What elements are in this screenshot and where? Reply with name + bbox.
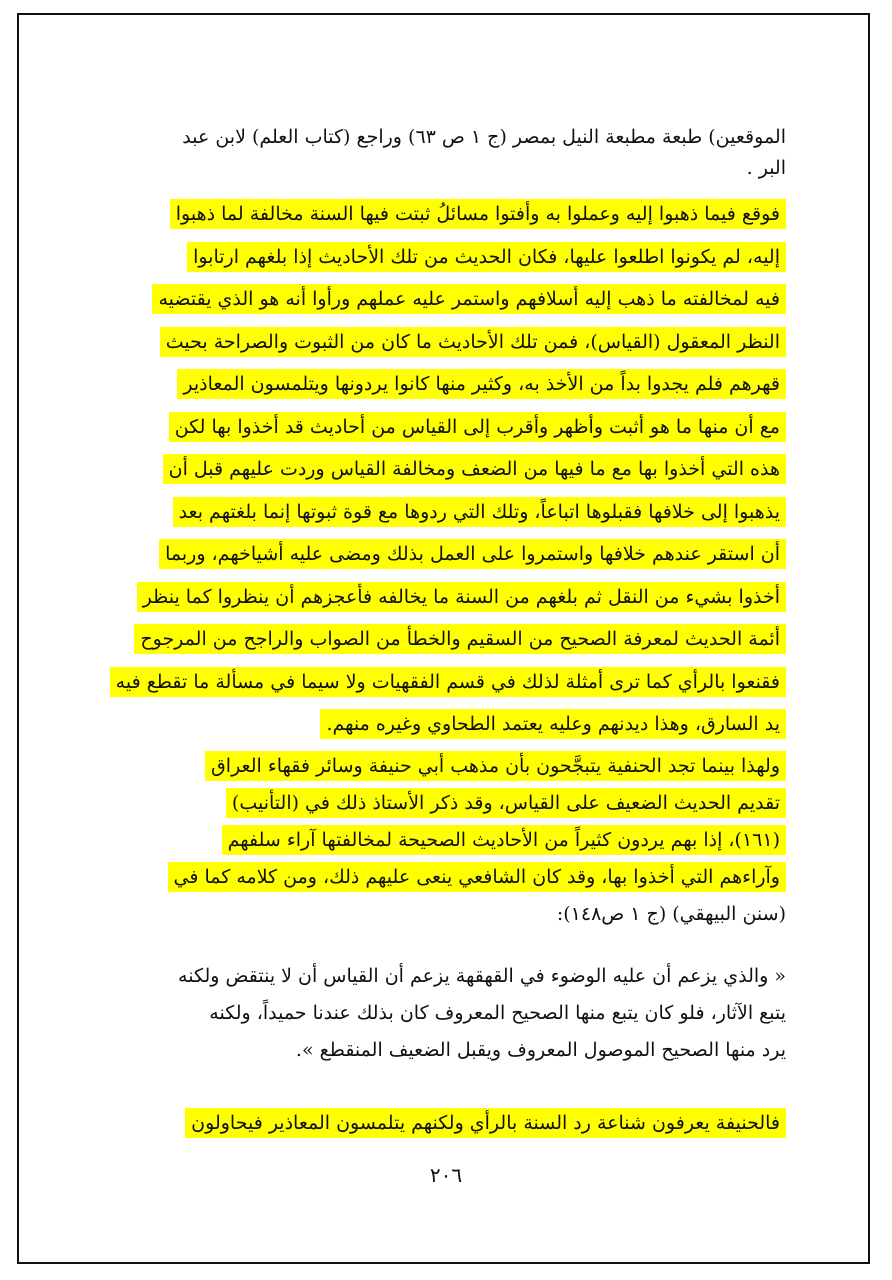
text-line — [106, 278, 786, 321]
highlighted-text: (١٦١)، إذا بهم يردون كثيراً من الأحاديث الصحيحة لمخالفتها آراء سلفهم — [222, 825, 786, 855]
closing-paragraph — [106, 1108, 786, 1138]
text-line — [106, 491, 786, 534]
text-line — [106, 448, 786, 491]
highlighted-text: مع أن منها ما هو أثبت وأظهر وأقرب إلى القياس من أحاديث قد أخذوا بها لكن — [169, 412, 786, 442]
text-line: « والذي يزعم أن عليه الوضوء في القهقهة يزعم أن القياس أن لا ينتقض ولكنه — [178, 965, 786, 987]
text-line — [106, 822, 786, 859]
highlighted-text: فوقع فيما ذهبوا إليه وعملوا به وأفتوا مسائلُ ثبتت فيها السنة مخالفة لما ذهبوا — [170, 199, 786, 229]
text-line — [106, 618, 786, 661]
text-line: يرد منها الصحيح الموصول المعروف ويقبل الضعيف المنقطع ». — [295, 1039, 786, 1061]
highlighted-text: إليه، لم يكونوا اطلعوا عليها، فكان الحديث من تلك الأحاديث إذا بلغهم ارتابوا — [187, 242, 786, 272]
highlighted-text: فيه لمخالفته ما ذهب إليه أسلافهم واستمر عليه عملهم ورأوا أنه هو الذي يقتضيه — [152, 284, 786, 314]
highlighted-text: هذه التي أخذوا بها مع ما فيها من الضعف ومخالفة القياس وردت عليهم قبل أن — [163, 454, 786, 484]
highlighted-text: فالحنيفة يعرفون شناعة رد السنة بالرأي ولكنهم يتلمسون المعاذير فيحاولون — [185, 1108, 786, 1138]
highlighted-text: يد السارق، وهذا ديدنهم وعليه يعتمد الطحاوي وغيره منهم. — [320, 709, 786, 739]
highlighted-text: أخذوا بشيء من النقل ثم بلغهم من السنة ما يخالفه فأعجزهم أن ينظروا كما ينظر — [137, 582, 786, 612]
highlighted-text: فقنعوا بالرأي كما ترى أمثلة لذلك في قسم الفقهيات ولا سيما في مسألة ما تقطع فيه — [110, 667, 786, 697]
text-line — [106, 533, 786, 576]
footnote-paragraph — [106, 122, 786, 184]
text-line — [106, 703, 786, 746]
text-line: البر . — [746, 157, 786, 179]
text-line — [106, 321, 786, 364]
text-line — [106, 576, 786, 619]
text-line — [106, 193, 786, 236]
highlighted-text: أئمة الحديث لمعرفة الصحيح من السقيم والخطأ من الصواب والراجح من المرجوح — [134, 624, 786, 654]
text-line — [106, 236, 786, 279]
highlighted-text: ولهذا بينما تجد الحنفية يتبجَّحون بأن مذهب أبي حنيفة وسائر فقهاء العراق — [205, 751, 786, 781]
text-line — [106, 1108, 786, 1138]
text-line: الموقعين) طبعة مطبعة النيل بمصر (ج ١ ص ٦٣) وراجع (كتاب العلم) لابن عبد — [182, 126, 786, 148]
text-line: يتبع الآثار، فلو كان يتبع منها الصحيح المعروف كان بذلك عندنا حميداً، ولكنه — [209, 1002, 786, 1024]
page-number: ٢٠٦ — [429, 1163, 463, 1187]
text-line — [106, 748, 786, 785]
highlighted-text: قهرهم فلم يجدوا بداً من الأخذ به، وكثير منها كانوا يردونها ويتلمسون المعاذير — [177, 369, 786, 399]
text-line — [106, 661, 786, 704]
text-line: (سنن البيهقي) (ج ١ ص١٤٨): — [556, 903, 786, 925]
highlighted-text: النظر المعقول (القياس)، فمن تلك الأحاديث ما كان من الثبوت والصراحة بحيث — [160, 327, 786, 357]
highlighted-text: أن استقر عندهم خلافها واستمروا على العمل بذلك ومضى عليه أشياخهم، وربما — [159, 539, 786, 569]
main-paragraph-1 — [106, 193, 786, 746]
text-line — [106, 785, 786, 822]
text-line — [106, 859, 786, 896]
text-line — [106, 406, 786, 449]
text-line — [106, 363, 786, 406]
highlighted-text: وآراءهم التي أخذوا بها، وقد كان الشافعي ينعى عليهم ذلك، ومن كلامه كما في — [168, 862, 786, 892]
highlighted-text: يذهبوا إلى خلافها فقبلوها اتباعاً، وتلك التي ردوها مع قوة ثبوتها إنما بلغتهم بعد — [173, 497, 786, 527]
quotation-paragraph — [106, 958, 786, 1069]
highlighted-text: تقديم الحديث الضعيف على القياس، وقد ذكر الأستاذ ذلك في (التأنيب) — [226, 788, 786, 818]
main-paragraph-2 — [106, 748, 786, 933]
